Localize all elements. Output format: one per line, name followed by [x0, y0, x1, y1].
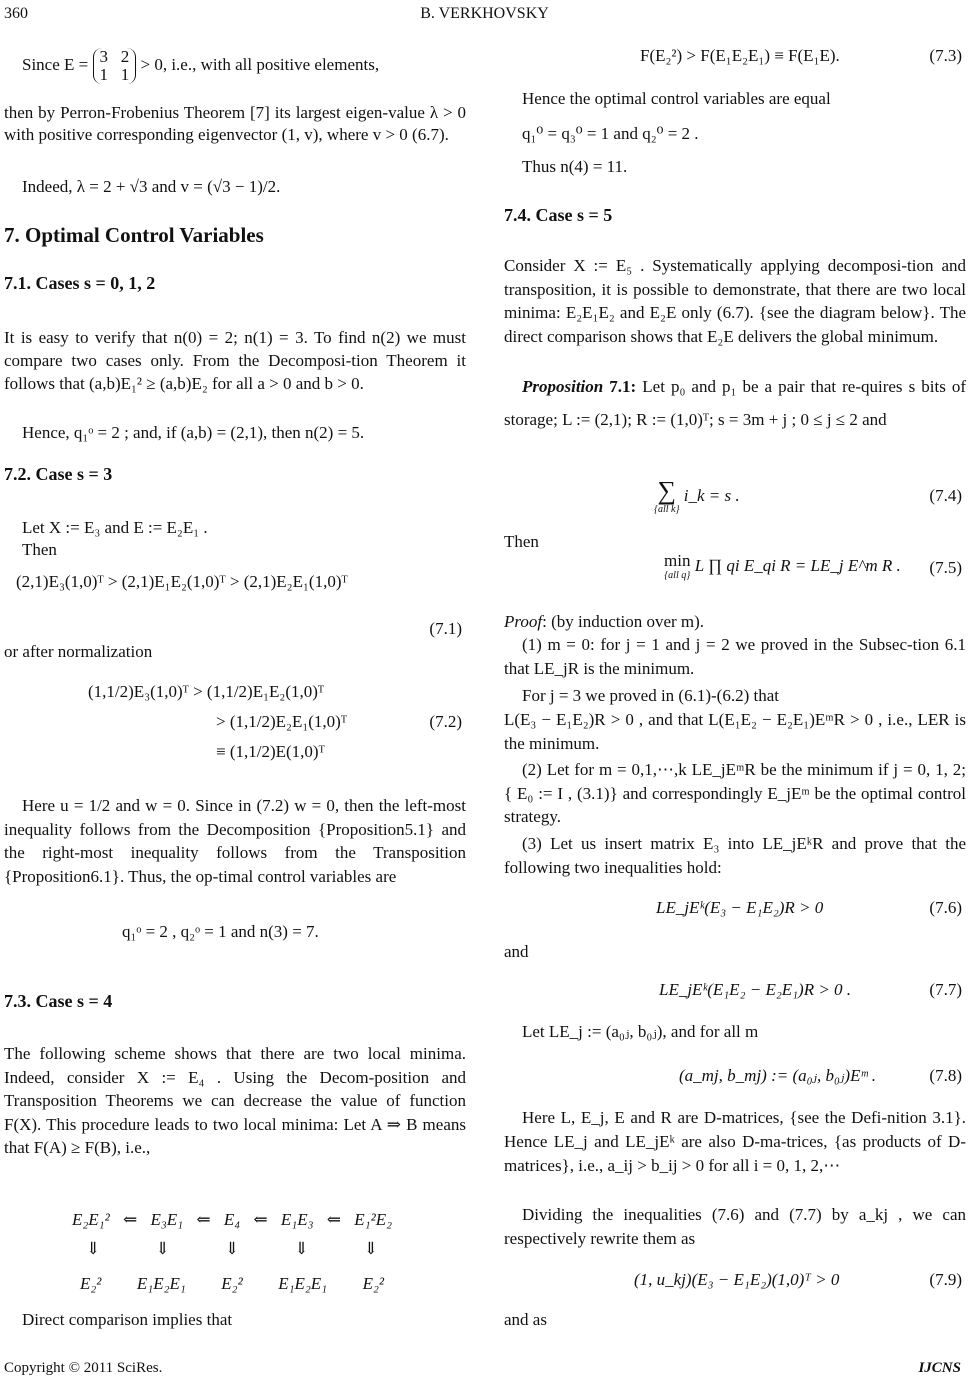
d-matrices-para: Here L, E_j, E and R are D-matrices, {see the Defi-nition 3.1}. Hence LE_j and LE_jEᵏ are also D-ma-trices, {as products of D-matrices}, i.e., a_ij > b_ij > 0 for all i = 0, 1, 2,⋯ [504, 1108, 966, 1175]
page-number: 360 [4, 5, 28, 22]
journal-name: IJCNS [918, 1360, 961, 1376]
scheme-node: E₂E₁² [72, 1210, 110, 1229]
scheme-node: E₁E₃ [280, 1210, 314, 1229]
subsection-7-1-title: 7.1. Cases s = 0, 1, 2 [4, 273, 156, 293]
scheme-arrow-row [72, 1237, 392, 1260]
proof-step-1b: For j = 3 we proved in (6.1)-(6.2) that [522, 686, 779, 705]
sum-operator: ∑ {all k} [654, 476, 680, 515]
down-double-arrow-icon: ⇓ [224, 1239, 240, 1258]
matrix-cell: 1 [120, 65, 130, 84]
indeed-line: Indeed, λ = 2 + √3 and v = (√3 − 1)/2. [22, 177, 281, 196]
equation-7-1: (2,1)E₃(1,0)ᵀ > (2,1)E₁E₂(1,0)ᵀ > (2,1)E₂E₁(1,0)ᵀ [16, 572, 348, 591]
down-double-arrow-icon: ⇓ [294, 1239, 309, 1258]
proposition-number: 7.1: [609, 377, 637, 396]
matrix-cell: 1 [99, 65, 108, 84]
subsection-7-3-para: The following scheme shows that there are two local minima. Indeed, consider X := E₄ . Using the Decom-position and Transposition Theorems we can decrease the value of function F(X). This procedure leads to two local minima: Let A ⇒ B means that F(A) ≥ F(B), i.e., [4, 1044, 466, 1157]
hence-line: Hence the optimal control variables are equal [522, 89, 831, 108]
proof-step-2: (2) Let for m = 0,1,⋯,k LE_jEᵐR be the minimum if j = 0, 1, 2; { E₀ := I , (3.1)} and correspondingly E_jEᵐ be the optimal control strategy. [504, 760, 966, 826]
since-prefix: Since E = [22, 54, 89, 74]
proof-step-1: (1) m = 0: for j = 1 and j = 2 we proved in the Subsec-tion 6.1 that LE_jR is the minimum. [504, 635, 966, 678]
equation-7-3: F(E₂²) > F(E₁E₂E₁) ≡ F(E₁E). [640, 46, 840, 65]
equation-7-8-number: (7.8) [929, 1066, 962, 1085]
equation-7-1-number: (7.1) [429, 619, 462, 638]
subsection-7-2-para: Here u = 1/2 and w = 0. Since in (7.2) w = 0, then the left-most inequality follows from the Decomposition {Proposition5.1} and the right-most inequality follows from the Transposition {Proposition6.1}. Thus, the op-timal control variables are [4, 796, 466, 886]
dividing-para: Dividing the inequalities (7.6) and (7.7) by a_kj , we can respectively rewrite them as [504, 1205, 966, 1248]
left-double-arrow-icon: ⇐ [196, 1210, 211, 1229]
copyright: Copyright © 2011 SciRes. [4, 1360, 163, 1376]
let-line: Let X := E₃ and E := E₂E₁ . [22, 518, 208, 537]
sum-limit: {all k} [654, 504, 680, 515]
and-label: and [504, 942, 529, 961]
equation-7-2-number: (7.2) [429, 712, 462, 731]
q-values: q₁⁰ = q₃⁰ = 1 and q₂⁰ = 2 . [522, 124, 699, 143]
scheme-minimum: E₁E₂E₁ [136, 1274, 186, 1293]
min-limit: {all q} [664, 570, 691, 581]
down-double-arrow-icon: ⇓ [363, 1239, 378, 1258]
subsection-7-4-title: 7.4. Case s = 5 [504, 205, 613, 225]
proof-step-3: (3) Let us insert matrix E₃ into LE_jEᵏR and prove that the following two inequalities hold: [504, 834, 966, 877]
scheme-node: E₁²E₂ [354, 1210, 392, 1229]
matrix-E [93, 48, 137, 84]
subsection-7-1-para: It is easy to verify that n(0) = 2; n(1) = 3. To find n(2) we must compare two cases only. From the Decomposi-tion Theorem it follows that (a,b)E₁² ≥ (a,b)E₂ for all a > 0 and b > 0. [4, 328, 466, 393]
equation-7-2-line1: (1,1/2)E₃(1,0)ᵀ > (1,1/2)E₁E₂(1,0)ᵀ [88, 682, 325, 701]
then-label-right: Then [504, 532, 539, 551]
equation-7-3-number: (7.3) [929, 46, 962, 65]
equation-7-4-number: (7.4) [929, 486, 962, 505]
proposition-text: Let p₀ and p₁ be a pair that re-quires s bits of storage; L := (2,1); R := (1,0)ᵀ; s = 3m + j ; 0 ≤ j ≤ 2 and [504, 377, 967, 429]
minima-scheme [72, 1208, 392, 1295]
matrix-cell: 3 [99, 47, 108, 66]
scheme-minimum: E₁E₂E₁ [278, 1274, 328, 1293]
equation-7-4-body: i_k = s . [683, 485, 740, 505]
proposition-label: Proposition [522, 377, 604, 396]
scheme-node: E₃E₁ [150, 1210, 184, 1229]
matrix-cell: 2 [120, 47, 130, 66]
equation-7-2-line2: > (1,1/2)E₂E₁(1,0)ᵀ [216, 712, 347, 731]
perron-paragraph: then by Perron-Frobenius Theorem [7] its largest eigen-value λ > 0 with positive corresponding eigenvector (1, v), where v > 0 (6.7). [4, 103, 466, 144]
equation-7-5-number: (7.5) [929, 558, 962, 577]
equation-7-2-line3: ≡ (1,1/2)E(1,0)ᵀ [216, 742, 325, 761]
intro-since-line [4, 48, 466, 84]
left-double-arrow-icon: ⇐ [326, 1210, 342, 1229]
subsection-7-3-title: 7.3. Case s = 4 [4, 991, 113, 1011]
scheme-node: E₄ [223, 1210, 241, 1229]
scheme-bottom-row [72, 1272, 392, 1295]
subsection-7-4-para: Consider X := E₅ . Systematically applying decomposi-tion and transposition, it is possible to demonstrate, that there are two local minima: E₂E₁E₂ and E₂E only (6.7). {see the diagram below}. The direct comparison shows that E₂E delivers the global minimum. [504, 256, 966, 346]
thus-line: Thus n(4) = 11. [522, 157, 628, 176]
let-LEj-line: Let LE_j := (a₀ⱼ, b₀ⱼ), and for all m [522, 1022, 759, 1041]
equation-7-8: (a_mj, b_mj) := (a₀ⱼ, b₀ⱼ)Eᵐ . [679, 1066, 877, 1085]
scheme-top-row [72, 1208, 392, 1231]
equation-7-9: (1, u_kj)(E₃ − E₁E₂)(1,0)ᵀ > 0 [634, 1270, 840, 1289]
equation-7-6-number: (7.6) [929, 898, 962, 917]
scheme-minimum: E₂² [80, 1274, 102, 1293]
subsection-7-1-hence: Hence, q₁ᵒ = 2 ; and, if (a,b) = (2,1), then n(2) = 5. [22, 423, 365, 442]
proposition-7-1 [504, 370, 966, 436]
proof-head-rest: : (by induction over m). [542, 612, 705, 631]
min-operator: min {all q} [664, 551, 691, 581]
proof-label: Proof [504, 612, 543, 631]
then-label: Then [22, 540, 57, 559]
since-suffix: > 0, i.e., with all positive elements, [140, 54, 380, 74]
down-double-arrow-icon: ⇓ [86, 1239, 101, 1258]
equation-7-7-number: (7.7) [929, 980, 962, 999]
proof-head [504, 610, 966, 633]
equation-7-9-number: (7.9) [929, 1270, 962, 1289]
direct-comparison: Direct comparison implies that [22, 1310, 233, 1329]
equation-7-6: LE_jEᵏ(E₃ − E₁E₂)R > 0 [656, 898, 824, 917]
scheme-minimum: E₂² [221, 1274, 243, 1293]
proof-step-1c: L(E₃ − E₁E₂)R > 0 , and that L(E₁E₂ − E₂E₁)EᵐR > 0 , i.e., LER is the minimum. [504, 710, 966, 753]
running-head: B. VERKHOVSKY [420, 5, 549, 22]
after-normalization: or after normalization [4, 642, 153, 661]
subsection-7-2-result: q₁ᵒ = 2 , q₂ᵒ = 1 and n(3) = 7. [122, 922, 319, 941]
subsection-7-2-title: 7.2. Case s = 3 [4, 464, 113, 484]
equation-7-7: LE_jEᵏ(E₁E₂ − E₂E₁)R > 0 . [659, 980, 852, 999]
scheme-minimum: E₂² [362, 1274, 384, 1293]
left-double-arrow-icon: ⇐ [253, 1210, 268, 1229]
down-double-arrow-icon: ⇓ [155, 1239, 170, 1258]
section-title: 7. Optimal Control Variables [4, 223, 264, 247]
equation-7-5-body: L ∏ qi E_qi R = LE_j E^m R . [694, 555, 901, 575]
left-double-arrow-icon: ⇐ [122, 1210, 138, 1229]
and-as-label: and as [504, 1310, 547, 1329]
